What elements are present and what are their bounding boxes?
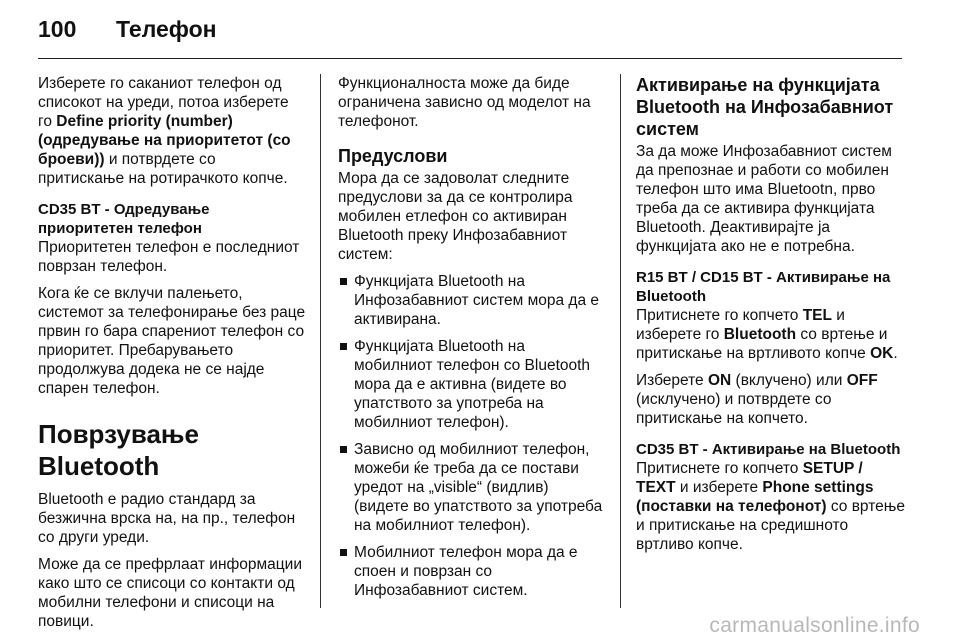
list-item: Мобилниот телефон мора да е споен и поврзан со Инфозабавниот систем. [338,543,606,600]
column-3 [636,74,906,562]
r15-instructions: Притиснете го копчето TEL и изберете го Bluetooth со вртење и притискање на вртливото копче OK. [636,307,898,362]
bluetooth-term: Bluetooth [723,326,797,343]
page-title: Телефон [116,16,217,42]
define-priority-term: Define priority (number) (одредување на приоритетот (со броеви)) [38,113,291,168]
page-header [38,16,217,43]
header-rule [38,58,902,59]
bullet-icon [340,278,347,285]
cd35-activate-heading: CD35 BT - Активирање на Bluetooth [636,441,901,458]
ok-term: OK [870,345,894,362]
bluetooth-connection-heading: Поврзување Bluetooth [38,419,199,481]
watermark: carmanualsonline.info [709,614,920,637]
phone-settings-term: Phone settings (поставки на телефонот) [636,479,874,515]
column-divider-1 [320,74,321,608]
bullet-icon [340,343,347,350]
activate-paragraph: За да може Инфозабавниот систем да препознае и работи со мобилен телефон што има Bluetootn, прво треба да се активира функцијата Bluetooth. Деактивирајте ја функцијата ако не е потребна. [636,143,892,255]
ignition-paragraph: Кога ќе се вклучи палењето, системот за телефонирање без раце првин го бара спарениот телефон со приоритет. Пребарувањето продолжува додека не се најде спарен телефон. [38,285,306,397]
intro-paragraph: Изберете го саканиот телефон од списокот на уреди, потоа изберете го Define priority (number) (одредување на приоритетот (со броеви)) и потврдете со притискање на ротирачкото копче. [38,75,291,187]
column-1 [38,74,306,639]
bullet-icon [340,446,347,453]
r15-heading: R15 BT / CD15 BT - Активирање на Bluetooth [636,269,891,305]
contacts-transfer-paragraph: Може да се префрлаат информации како што се списоци со контакти од мобилни телефони и списоци на повици. [38,556,302,630]
list-item: Функцијата Bluetooth на мобилниот телефон со Bluetooth мора да е активна (видете во упатството за употреба на мобилниот телефон). [338,337,606,432]
on-term: ON [707,372,732,389]
prerequisites-paragraph: Мора да се задоволат следните предуслови за да се контролира мобилен етлефон со активиран Bluetooth преку Инфозабавниот систем: [338,170,573,263]
page-number: 100 [38,16,77,42]
prerequisites-list [338,272,606,600]
setup-text-key: SETUP / TEXT [636,460,863,496]
cd35-instructions: Притиснете го копчето SETUP / TEXT и изберете Phone settings (поставки на телефонот) со вртење и притискање на средишното вртливо копче. [636,460,905,553]
column-divider-2 [620,74,621,608]
tel-key: TEL [802,307,832,324]
list-item: Зависно од мобилниот телефон, можеби ќе треба да се постави уредот на „visible“ (видлив) (видете во упатството за употреба на мобилниот телефон). [338,440,606,535]
list-item: Функцијата Bluetooth на Инфозабавниот систем мора да е активирана. [338,272,606,329]
prerequisites-heading: Предуслови [338,146,448,166]
bullet-icon [340,549,347,556]
functionality-paragraph: Функционалноста може да биде ограничена зависно од моделот на телефонот. [338,75,591,130]
activate-bluetooth-heading: Активирање на функцијата Bluetooth на Инфозабавниот систем [636,75,894,139]
bluetooth-standard-paragraph: Bluetooth е радио стандард за безжична врска на, на пр., телефон со други уреди. [38,491,296,546]
cd35-priority-heading: CD35 BT - Одредување приоритетен телефон [38,201,210,237]
off-term: OFF [846,372,878,389]
on-off-instructions: Изберете ON (вклучено) или OFF (исклучено) и потврдете со притискање на копчето. [636,372,878,427]
column-2 [338,74,606,608]
priority-paragraph: Приоритетен телефон е последниот поврзан телефон. [38,239,300,275]
